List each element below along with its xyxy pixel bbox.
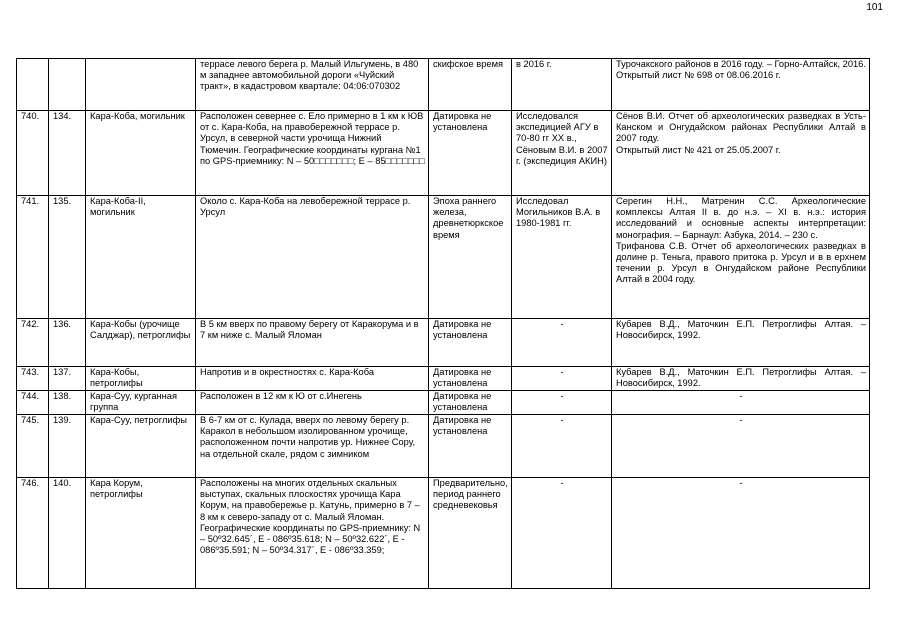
table-row [17,111,870,196]
site-name-cell: Кара Корум, петроглифы [86,478,196,589]
literature-entry: - [739,478,743,488]
table-row [17,391,870,415]
literature-entry: Открытый лист № 421 от 25.05.2007 г. [616,144,781,155]
dating-cell: Датировка не установлена [429,415,512,478]
location-cell: В 5 км вверх по правому берегу от Каракорума и в 7 км ниже с. Малый Яломан [196,319,429,367]
literature-cell [612,391,870,415]
table-row [17,415,870,478]
table-row [17,196,870,319]
monuments-table [16,58,870,589]
location-cell: Расположены на многих отдельных скальных выступах, скальных плоскостях урочища Кара Корум, на правобережье р. Катунь, примерно в 7 – 8 км к северо-западу от с. Малый Яломан. Географические координаты по GPS-приемнику: N – 50º32.645´, E - 086º35.618; N – 50º32.622´, E - 086º35.591; N – 50º34.317´, E - 086º33.359; [196,478,429,589]
literature-cell [612,111,870,196]
location-cell: Расположен в 12 км к Ю от с.Инегень [196,391,429,415]
row-number-cell: 743. [17,367,49,391]
literature-entry: Открытый лист № 698 от 08.06.2016 г. [616,70,781,81]
dating-cell: скифское время [429,59,512,111]
row-number-cell: 741. [17,196,49,319]
site-number-cell: 137. [49,367,86,391]
study-cell: Исследовал Могильников В.А. в 1980-1981 гг. [512,196,612,319]
literature-entry: Турочакского районов в 2016 году. – Горно-Алтайск, 2016. [616,59,866,69]
literature-cell [612,59,870,111]
table-row [17,59,870,111]
location-cell: В 6-7 км от с. Кулада, вверх по левому берегу р. Каракол в небольшом изолированном урочище, расположенном почти напротив ур. Нижнее Сору, на отдельной скале, рядом с зимником [196,415,429,478]
literature-entry: - [739,415,743,425]
row-number-cell: 746. [17,478,49,589]
site-number-cell: 135. [49,196,86,319]
row-number-cell: 744. [17,391,49,415]
location-cell: Напротив и в окрестностях с. Кара-Коба [196,367,429,391]
location-cell: террасе левого берега р. Малый Ильгумень, в 480 м западнее автомобильной дороги «Чуйский тракт», в кадастровом квартале: 04:06:070302 [196,59,429,111]
site-number-cell: 134. [49,111,86,196]
study-cell: - [512,478,612,589]
site-number-cell: 138. [49,391,86,415]
literature-entry: Сёнов В.И. Отчет об археологических разведках в Усть-Канском и Онгудайском районах Республики Алтай в 2007 году. [616,111,866,144]
row-number-cell: 742. [17,319,49,367]
dating-cell: Эпоха раннего железа, древнетюркское время [429,196,512,319]
site-number-cell [49,59,86,111]
site-name-cell: Кара-Кобы, петроглифы [86,367,196,391]
dating-cell: Датировка не установлена [429,367,512,391]
site-number-cell: 140. [49,478,86,589]
location-cell: Расположен севернее с. Ело примерно в 1 км к ЮВ от с. Кара-Коба, на правобережной террасе р. Урсул, в северной части урочища Нижний Тюмечин. Географические координаты кургана №1 по GPS-приемнику: N – 50□□□□□□□; E – 85□□□□□□□ [196,111,429,196]
literature-entry: - [739,391,743,401]
dating-cell: Датировка не установлена [429,391,512,415]
row-number-cell: 740. [17,111,49,196]
location-cell: Около с. Кара-Коба на левобережной террасе р. Урсул [196,196,429,319]
literature-entry: Кубарев В.Д., Маточкин Е.П. Петроглифы Алтая. – Новосибирск, 1992. [616,367,866,389]
site-name-cell: Кара-Коба, могильник [86,111,196,196]
site-name-cell: Кара-Суу, курганная группа [86,391,196,415]
page-number: 101 [866,2,883,13]
literature-cell [612,196,870,319]
site-name-cell: Кара-Кобы (урочище Салджар), петроглифы [86,319,196,367]
table-row [17,367,870,391]
literature-cell [612,415,870,478]
study-cell: - [512,415,612,478]
row-number-cell: 745. [17,415,49,478]
study-cell: Исследовался экспедицией АГУ в 70-80 гг XX в., Сёновым В.И. в 2007 г. (экспедиция АКИН) [512,111,612,196]
literature-entry: Кубарев В.Д., Маточкин Е.П. Петроглифы Алтая. – Новосибирск, 1992. [616,319,866,341]
site-name-cell [86,59,196,111]
dating-cell: Датировка не установлена [429,319,512,367]
study-cell: - [512,391,612,415]
study-cell: в 2016 г. [512,59,612,111]
table-row [17,478,870,589]
study-cell: - [512,367,612,391]
literature-cell [612,319,870,367]
site-name-cell: Кара-Коба-II, могильник [86,196,196,319]
literature-cell [612,367,870,391]
table-row [17,319,870,367]
site-number-cell: 136. [49,319,86,367]
row-number-cell [17,59,49,111]
site-name-cell: Кара-Суу, петроглифы [86,415,196,478]
dating-cell: Предварительно, период раннего средневековья [429,478,512,589]
literature-entry: Трифанова С.В. Отчет об археологических разведках в долине р. Теньга, правого притока р. Урсул и в в ерхнем течении р. Урсул в Онгудайском районе Республики Алтай в 2004 году. [616,240,866,285]
study-cell: - [512,319,612,367]
site-number-cell: 139. [49,415,86,478]
literature-entry: Серегин Н.Н., Матренин С.С. Археологические комплексы Алтая II в. до н.э. – XI в. н.э.: история исследований и основные аспекты интерпретации: монография. – Барнаул: Азбука, 2014. – 230 с. [616,196,866,240]
dating-cell: Датировка не установлена [429,111,512,196]
literature-cell [612,478,870,589]
